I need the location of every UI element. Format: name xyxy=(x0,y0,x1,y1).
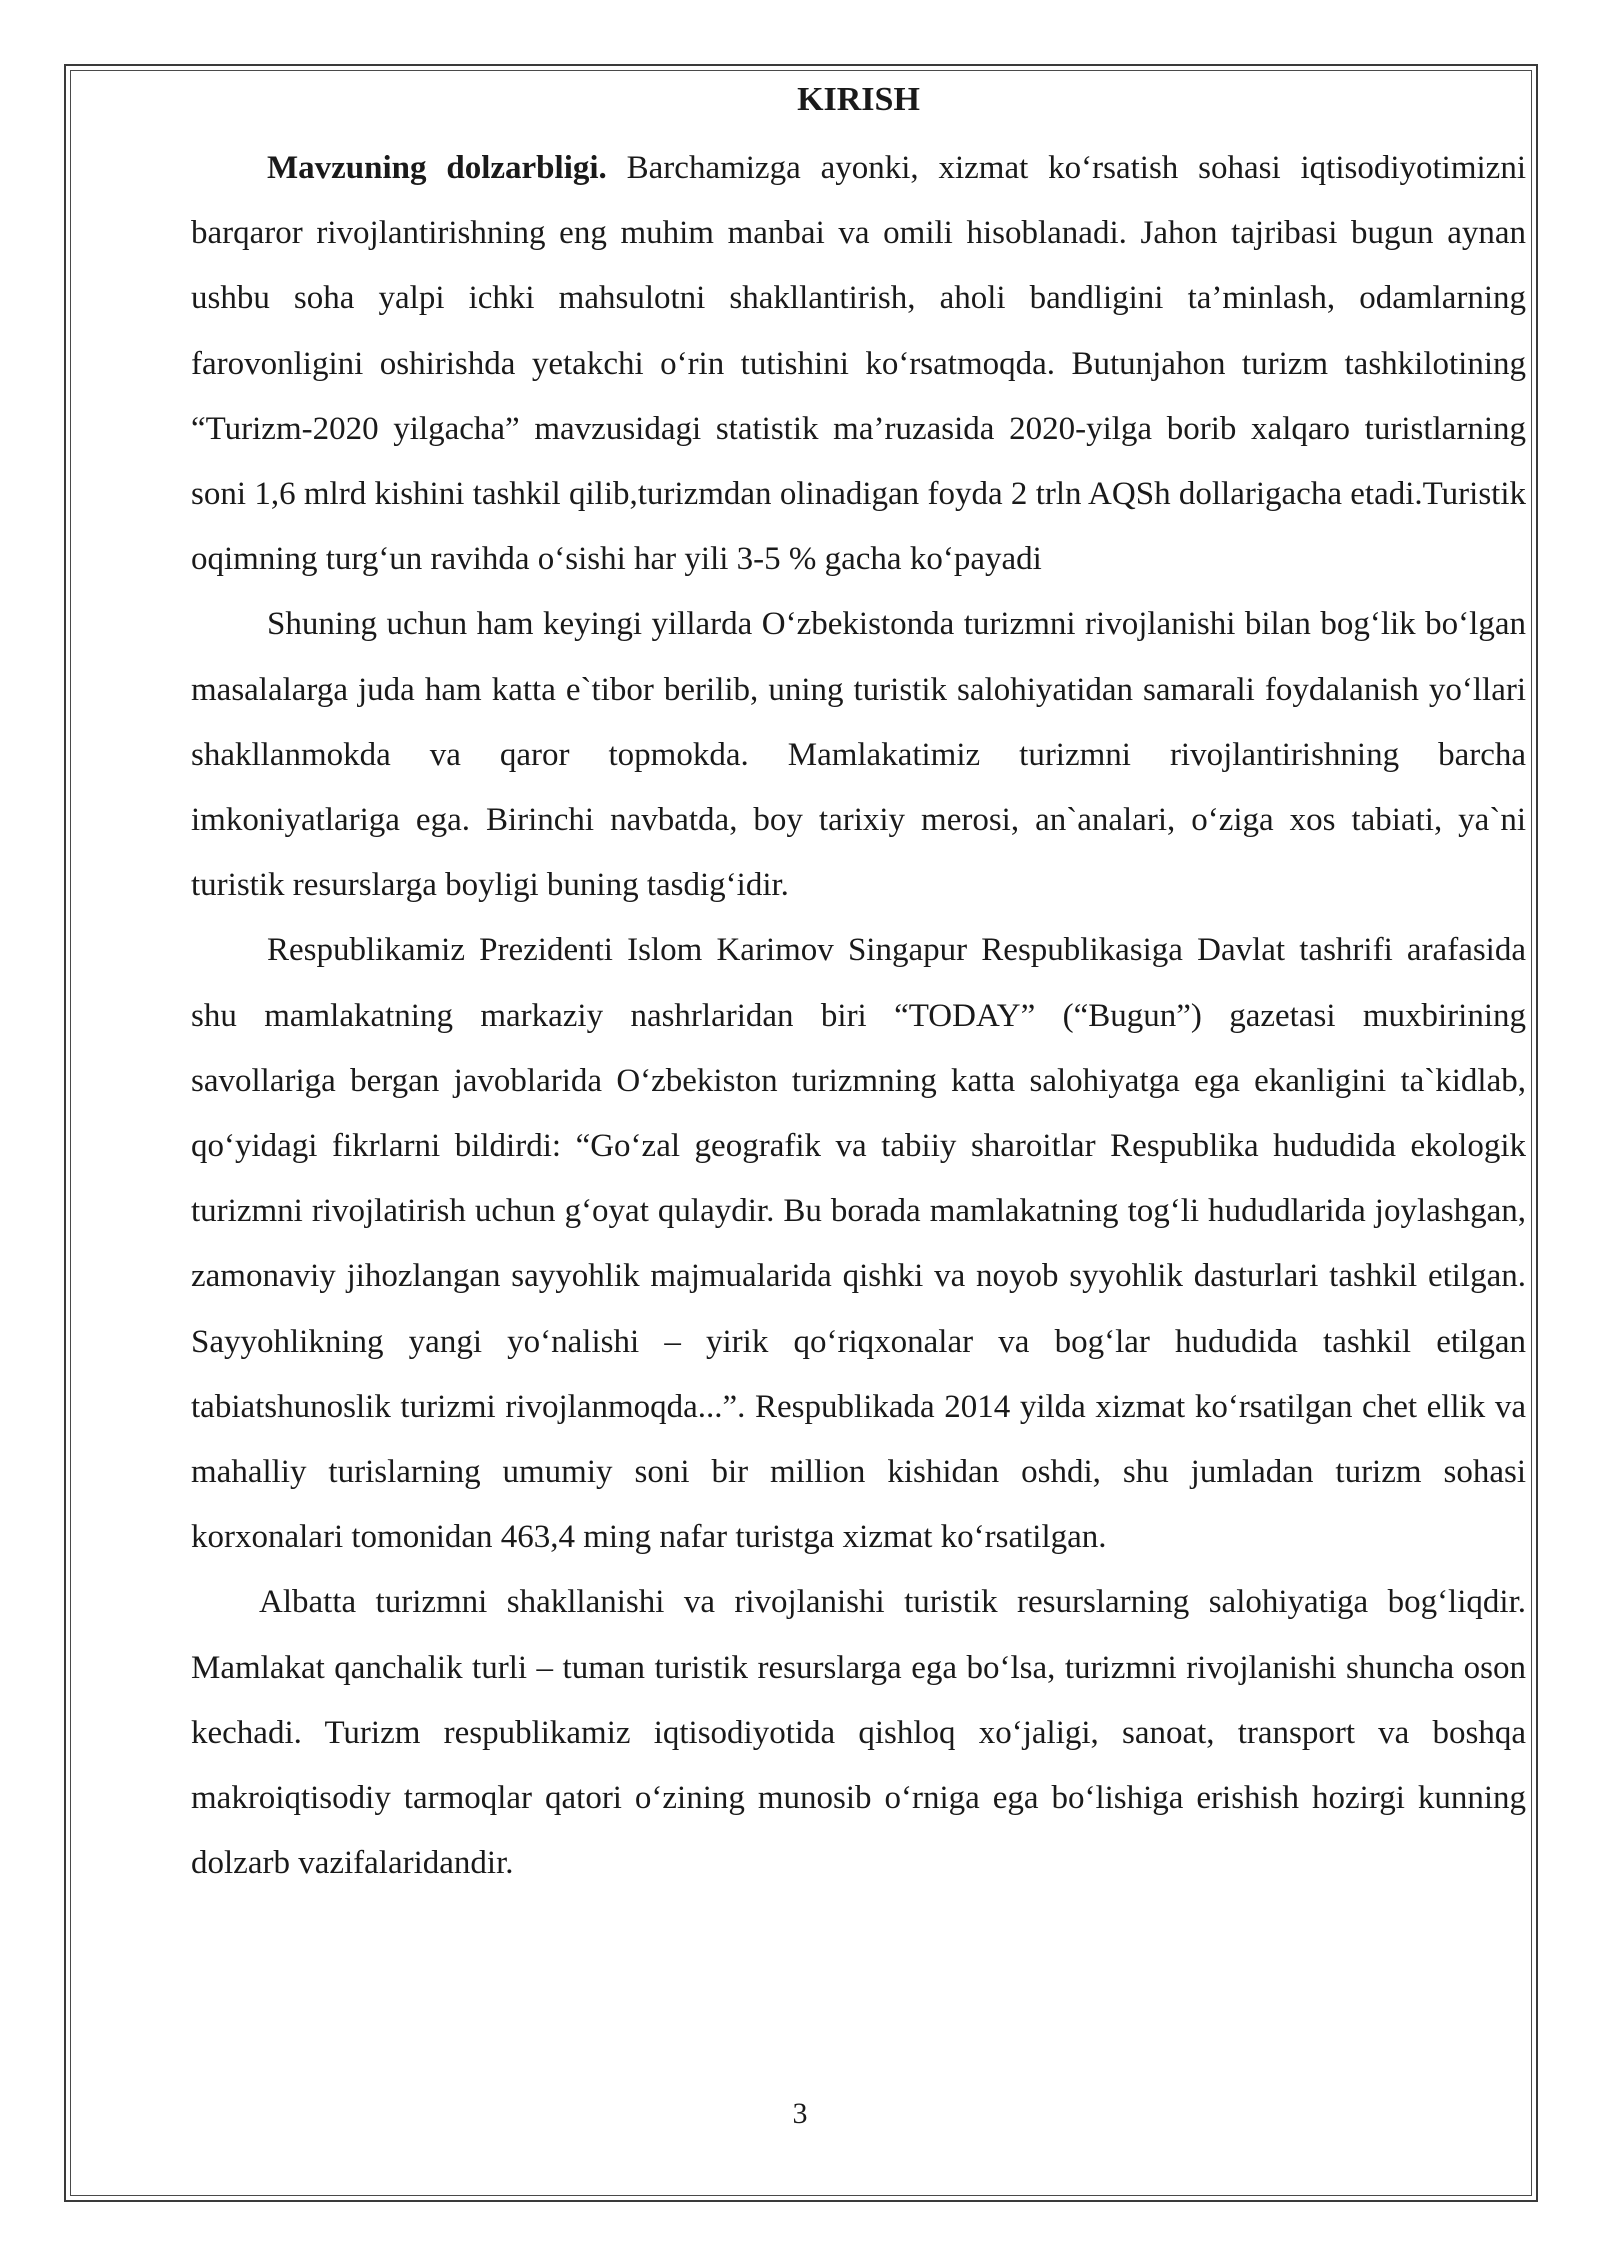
paragraph-lead: Mavzuning dolzarbligi. xyxy=(267,150,607,186)
page-number: 3 xyxy=(792,2097,808,2130)
paragraph-president-quote: Respublikamiz Prezidenti Islom Karimov Singapur Respublikasiga Davlat tashrifi arafasida shu mamlakatning markaziy nashrlaridan biri “TODAY” (“Bugun”) gazetasi muxbirining savollariga bergan javoblarida O‘zbekiston turizmning katta salohiyatga ega ekanligini ta`kidlab, qo‘yidagi fikrlarni bildirdi: “Go‘zal geografik va tabiiy sharoitlar Respublika hududida ekologik turizmni rivojlatirish uchun g‘oyat qulaydir. Bu borada mamlakatning tog‘li hududlarida joylashgan, zamonaviy jihozlangan sayyohlik majmualarida qishki va noyob syyohlik dasturlari tashkil etilgan. Sayyohlikning yangi yo‘nalishi – yirik qo‘riqxonalar va bog‘lar hududida tashkil etilgan tabiatshunoslik turizmi rivojlanmoqda...”. Respublikada 2014 yilda xizmat ko‘rsatilgan chet ellik va mahalliy turislarning umumiy soni bir million kishidan oshdi, shu jumladan turizm sohasi korxonalari tomonidan 463,4 ming nafar turistga xizmat ko‘rsatilgan. xyxy=(191,932,1526,1556)
document-body xyxy=(191,72,1526,1896)
paragraph-text: Barchamizga ayonki, xizmat ko‘rsatish sohasi iqtisodiyotimizni barqaror rivojlantirishning eng muhim manbai va omili hisoblanadi. Jahon tajribasi bugun aynan ushbu soha yalpi ichki mahsulotni shakllantirish, aholi bandligini ta’minlash, odamlarning farovonligini oshirishda yetakchi o‘rin tutishini ko‘rsatmoqda. Butunjahon turizm tashkilotining “Turizm-2020 yilgacha” mavzusidagi statistik ma’ruzasida 2020-yilga borib xalqaro turistlarning soni 1,6 mlrd kishini tashkil qilib,turizmdan olinadigan foyda 2 trln AQSh dollarigacha etadi.Turistik oqimning turg‘un ravihda o‘sishi har yili 3-5 % gacha ko‘payadi xyxy=(191,150,1526,578)
paragraph-relevance xyxy=(191,136,1526,592)
paragraph-tourism-resources: Albatta turizmni shakllanishi va rivojlanishi turistik resurslarning salohiyatiga bog‘liqdir. Mamlakat qanchalik turli – tuman turistik resurslarga ega bo‘lsa, turizmni rivojlanishi shuncha oson kechadi. Turizm respublikamiz iqtisodiyotida qishloq xo‘jaligi, sanoat, transport va boshqa makroiqtisodiy tarmoqlar qatori o‘zining munosib o‘rniga ega bo‘lishiga erishish hozirgi kunning dolzarb vazifalaridandir. xyxy=(191,1584,1526,1882)
section-heading: KIRISH xyxy=(797,81,920,118)
paragraph-uzbekistan-tourism: Shuning uchun ham keyingi yillarda O‘zbekistonda turizmni rivojlanishi bilan bog‘lik bo‘lgan masalalarga juda ham katta e`tibor berilib, uning turistik salohiyatidan samarali foydalanish yo‘llari shakllanmokda va qaror topmokda. Mamlakatimiz turizmni rivojlantirishning barcha imkoniyatlariga ega. Birinchi navbatda, boy tarixiy merosi, an`analari, o‘ziga xos tabiati, ya`ni turistik resurslarga boyligi buning tasdig‘idir. xyxy=(191,606,1526,904)
